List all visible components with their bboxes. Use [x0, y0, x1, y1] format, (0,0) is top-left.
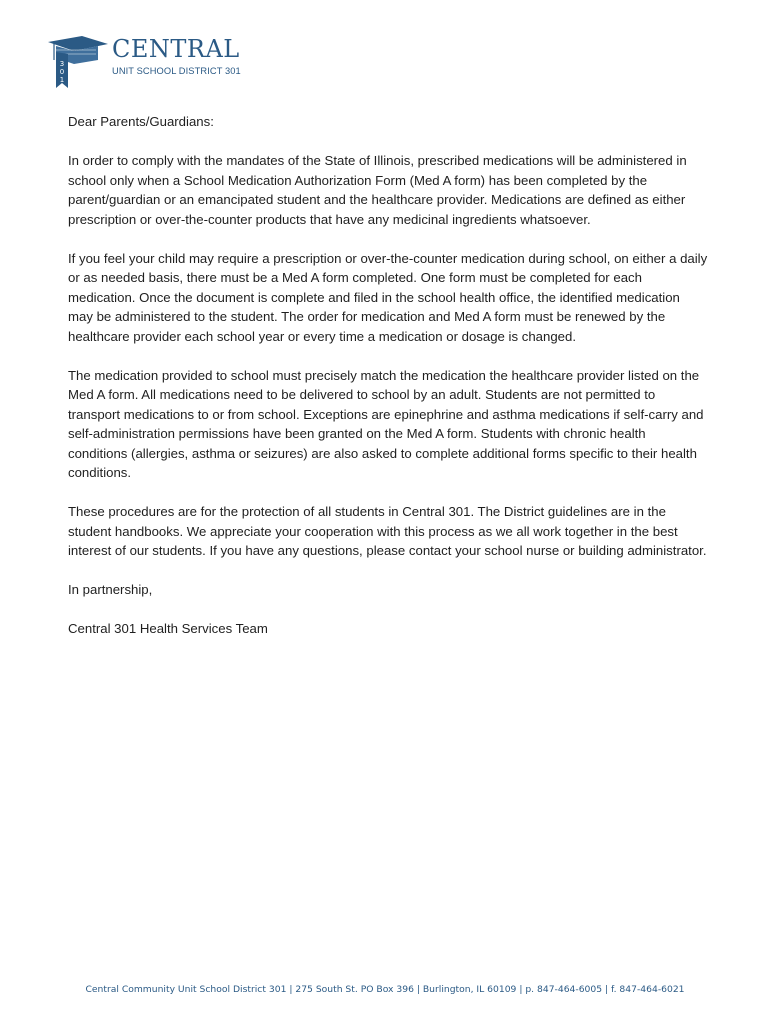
- logo-title: CENTRAL: [112, 35, 240, 63]
- paragraph: If you feel your child may require a prescription or over-the-counter medication during school, on either a daily or as needed basis, there must be a Med A form completed. One form must be completed for each medication. Once the document is complete and filed in the school health office, the identified medication may be administered to the student. The order for medication and Med A form must be renewed by the healthcare provider each school year or every time a medication or dosage is changed.: [68, 250, 708, 344]
- paragraph: The medication provided to school must precisely match the medication the healthcare provider listed on the Med A form. All medications need to be delivered to school by an adult. Students are not permitted to transport medications to or from school. Exceptions are epinephrine and asthma medications if self-carry and self-administration permissions have been granted on the Med A form. Students with chronic health conditions (allergies, asthma or seizures) are also asked to complete additional forms specific to their health conditions.: [68, 367, 704, 480]
- district-logo: [46, 34, 246, 90]
- letter-body: [68, 112, 708, 658]
- graduation-cap-icon: [46, 34, 110, 90]
- closing: In partnership,: [68, 582, 153, 597]
- logo-badge-digit: 1: [59, 76, 65, 84]
- logo-badge-digit: 0: [59, 68, 65, 76]
- paragraph: In order to comply with the mandates of the State of Illinois, prescribed medications will be administered in school only when a School Medication Authorization Form (Med A form) has been completed by the parent/guardian or an emancipated student and the healthcare provider. Medications are defined as either prescription or over-the-counter products that have any medicinal ingredients whatsoever.: [68, 153, 687, 227]
- logo-badge-digit: 3: [59, 60, 65, 68]
- footer-contact: Central Community Unit School District 301 | 275 South St. PO Box 396 | Burlington, IL 60109 | p. 847-464-6005 | f. 847-464-6021: [85, 984, 685, 995]
- salutation: Dear Parents/Guardians:: [68, 114, 214, 129]
- signature: Central 301 Health Services Team: [68, 621, 268, 636]
- logo-subtitle: UNIT SCHOOL DISTRICT 301: [112, 66, 241, 76]
- paragraph: These procedures are for the protection of all students in Central 301. The District guidelines are in the student handbooks. We appreciate your cooperation with this process as we all work together in the best interest of our students. If you have any questions, please contact your school nurse or building administrator.: [68, 504, 707, 558]
